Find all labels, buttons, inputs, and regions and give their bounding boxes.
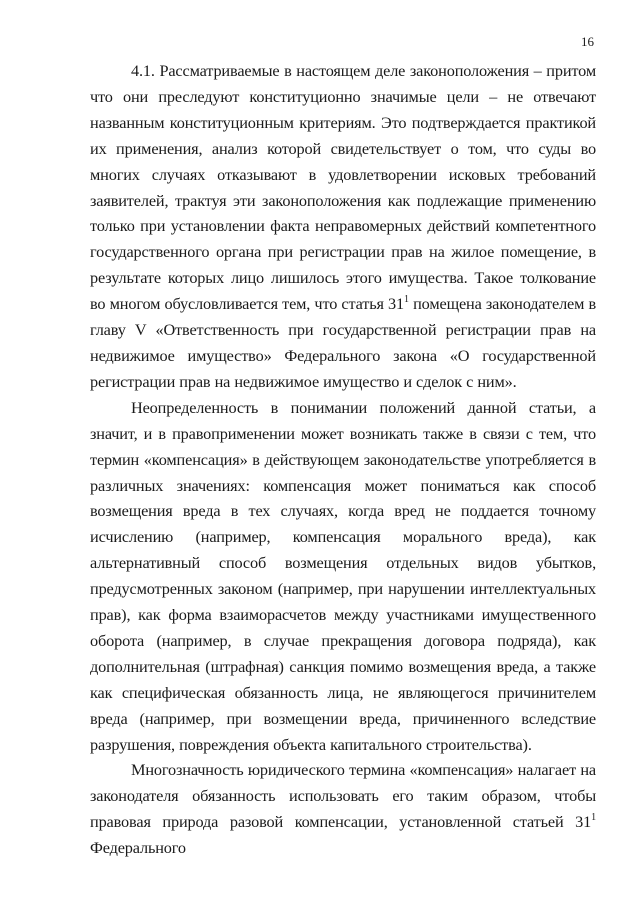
text-run: 4.1. Рассматриваемые в настоящем деле законоположения – притом что они преследуют конституционно значимые цели – не отвечают названным конституционным критериям. Это подтверждается практикой их применения, анализ которой свидетельствует о том, что суды во многих случаях отказывают в удовлетворении исковых требований заявителей, трактуя эти законоположения как подлежащие применению только при установлении факта неправомерных действий компетентного государственного органа при регистрации прав на жилое помещение, в результате которых лицо лишилось этого имущества. Такое толкование во многом обусловливается тем, что статья 31 — [90, 61, 596, 314]
text-run: помещена законодателем в главу V «Ответственность при государственной регистрации прав на недвижимое имущество» Федерального закона «О государственной регистрации прав на недвижимое имущество и сделок с ним». — [90, 294, 596, 391]
text-run: Многозначность юридического термина «компенсация» налагает на законодателя обязанность использовать его таким образом, чтобы правовая природа разовой компенсации, установленной статьей 31 — [90, 760, 596, 832]
document-body — [90, 58, 596, 861]
superscript: 1 — [404, 294, 409, 306]
text-run: Неопределенность в понимании положений данной статьи, а значит, и в правоприменении может возникать также в связи с тем, что термин «компенсация» в действующем законодательстве употребляется в различных значениях: компенсация может пониматься как способ возмещения вреда в тех случаях, когда вред не поддается точному исчислению (например, компенсация морального вреда), как альтернативный способ возмещения отдельных видов убытков, предусмотренных законом (например, при нарушении интеллектуальных прав), как форма взаиморасчетов между участниками имущественного оборота (например, в случае прекращения договора подряда), как дополнительная (штрафная) санкция помимо возмещения вреда, а также как специфическая обязанность лица, не являющегося причинителем вреда (например, при возмещении вреда, причиненного вследствие разрушения, повреждения объекта капитального строительства). — [90, 397, 596, 754]
paragraph — [90, 395, 596, 758]
page-number: 16 — [581, 34, 594, 49]
superscript: 1 — [591, 812, 596, 824]
text-run: Федерального — [90, 838, 186, 858]
paragraph — [90, 757, 596, 861]
paragraph — [90, 58, 596, 395]
